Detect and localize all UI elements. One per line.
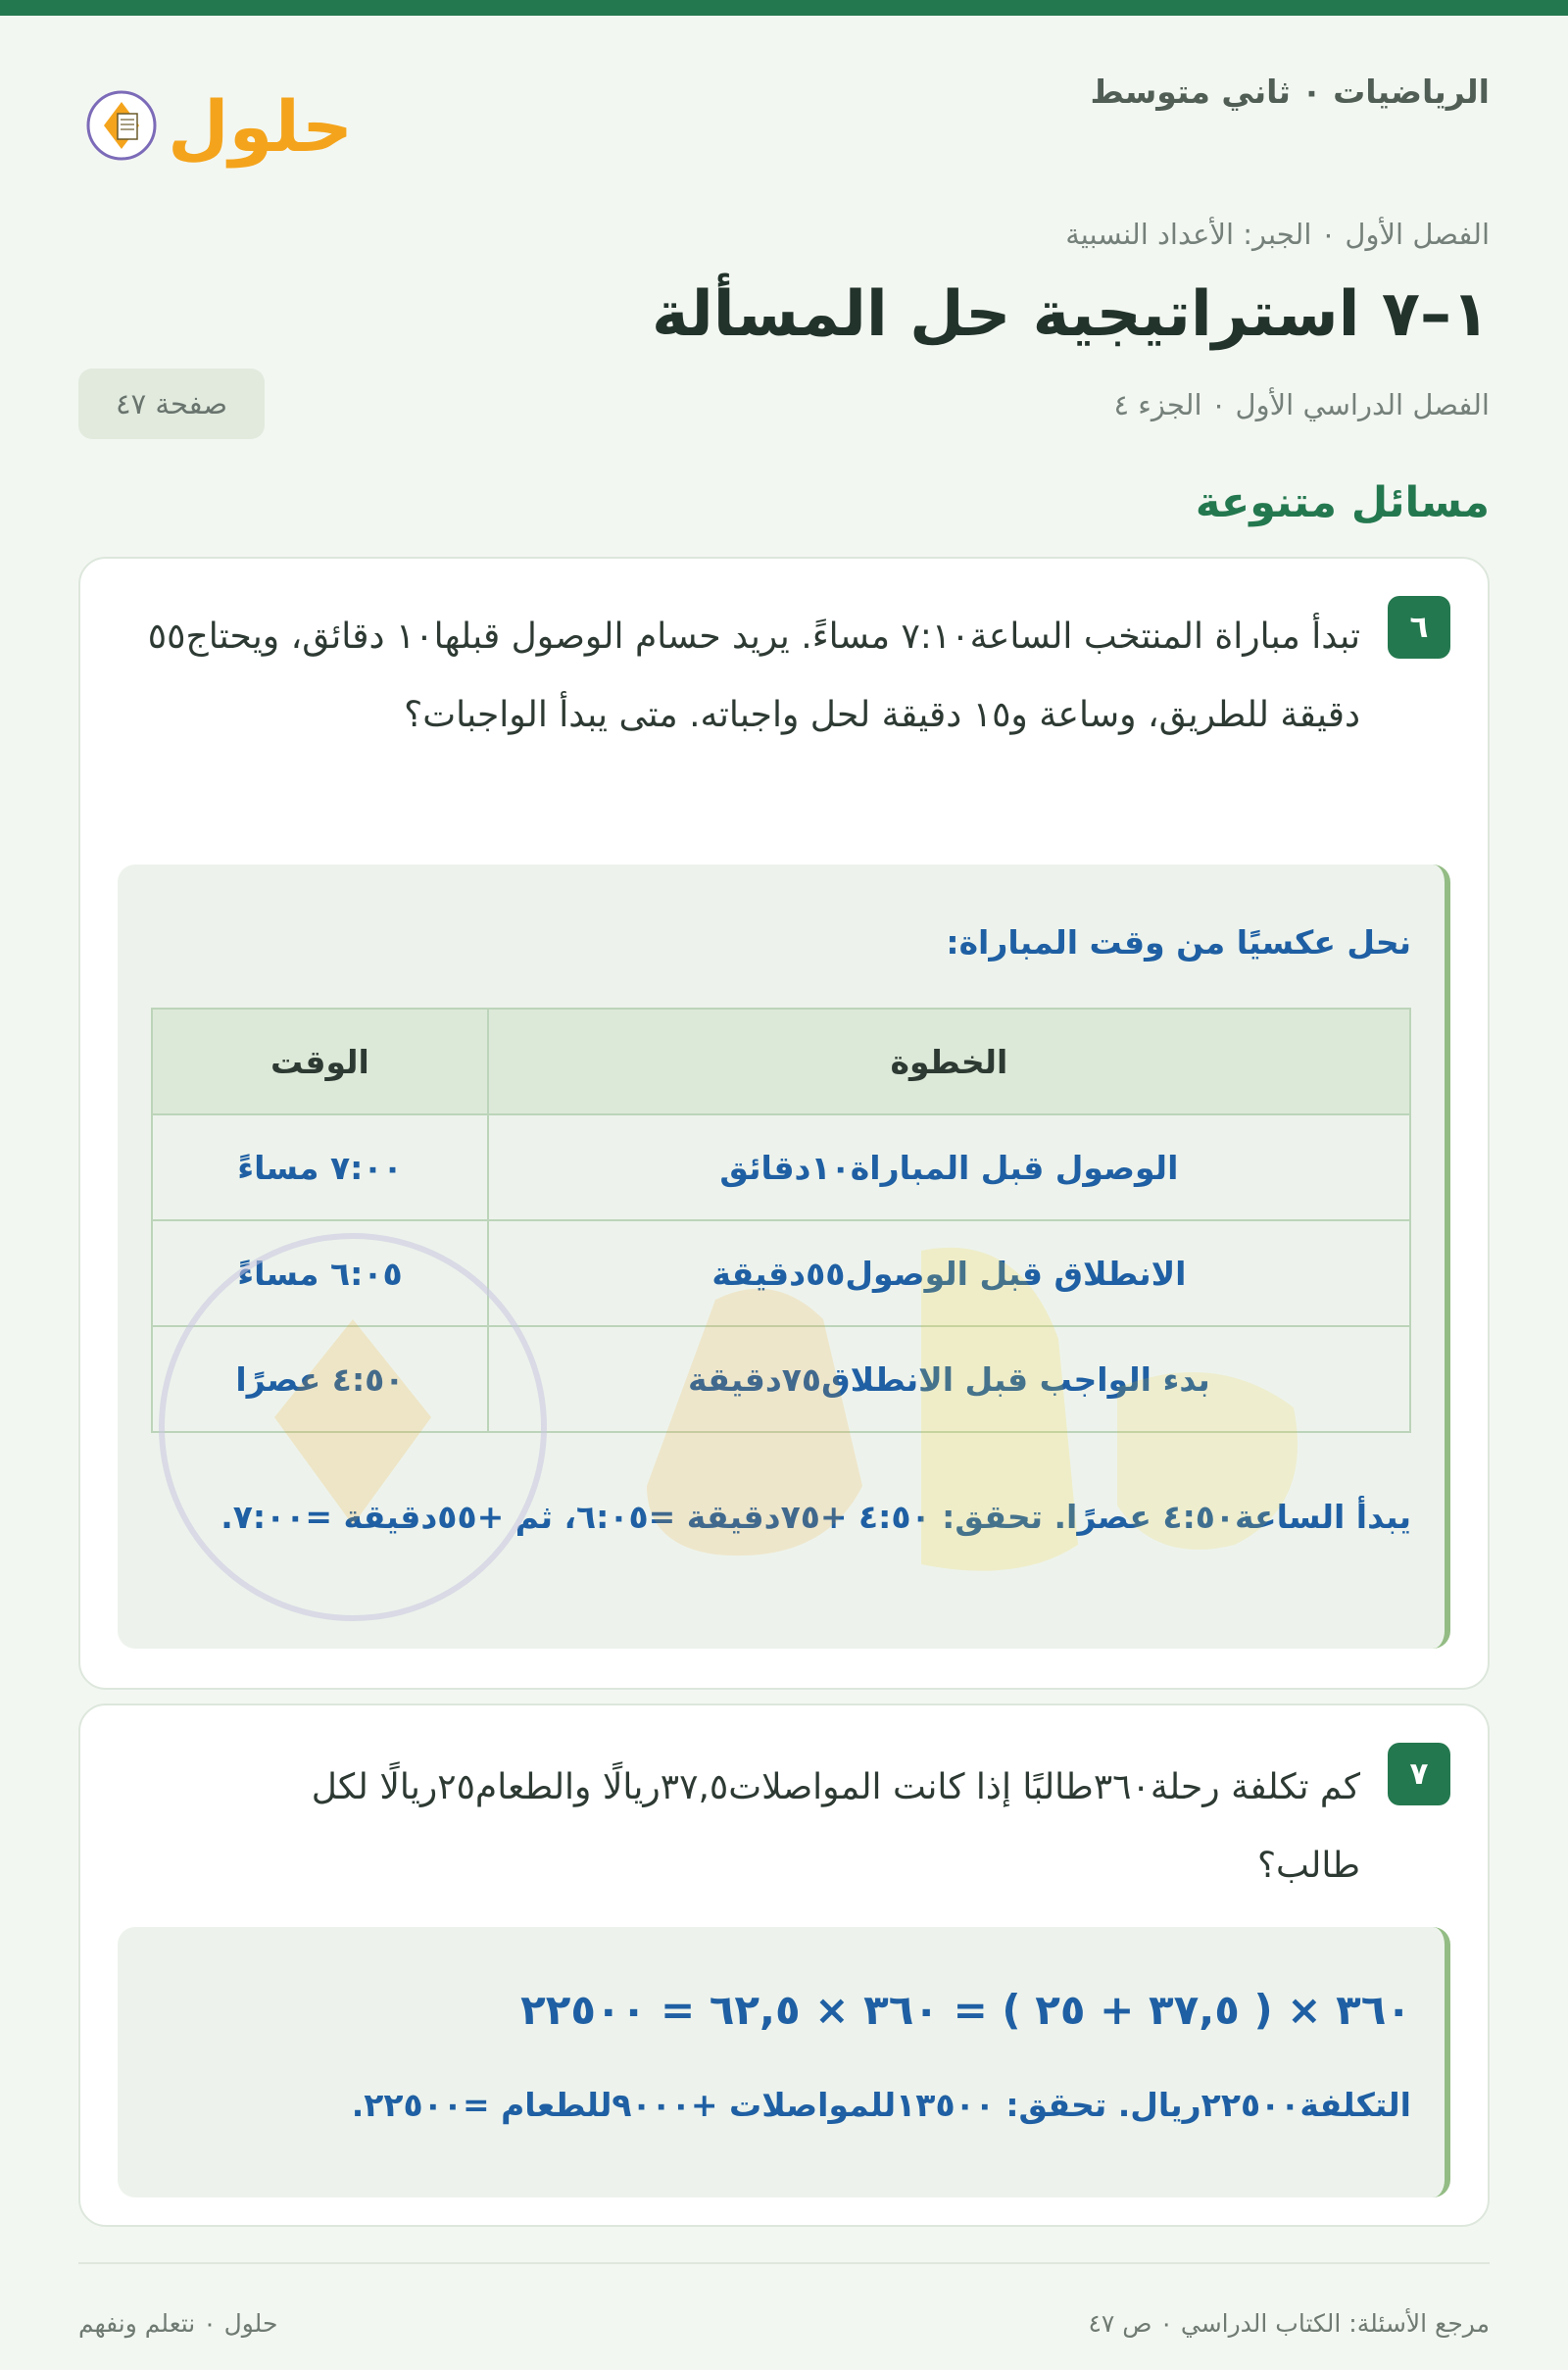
question-card [78, 1703, 1490, 2227]
hulool-logo[interactable] [78, 63, 353, 180]
question-number-badge: ٧ [1388, 1743, 1450, 1805]
table-row [152, 1220, 1410, 1326]
answer-conclusion: التكلفة٢٢٥٠٠ريال. تحقق: ١٣٥٠٠للمواصلات +٩٠٠٠للطعام =٢٢٥٠٠. [351, 2086, 1411, 2124]
table-row [152, 1326, 1410, 1432]
answer-intro: نحل عكسيًا من وقت المباراة: [946, 923, 1411, 962]
page-title: ١–٧ استراتيجية حل المسألة [651, 278, 1490, 351]
table-cell-time: ٦:٠٥ مساءً [152, 1220, 488, 1326]
table-cell-time: ٤:٥٠ عصرًا [152, 1326, 488, 1432]
question-number-badge: ٦ [1388, 596, 1450, 659]
page-number-badge: صفحة ٤٧ [78, 369, 265, 439]
logo-wordmark: حلول [168, 85, 353, 168]
answer-conclusion: يبدأ الساعة٤:٥٠ عصرًا. تحقق: ٤:٥٠ +٧٥دقيقة =٦:٠٥، ثم +٥٥دقيقة =٧:٠٠. [220, 1498, 1411, 1536]
table-cell-step: الانطلاق قبل الوصول٥٥دقيقة [488, 1220, 1410, 1326]
term-info: الفصل الدراسي الأول ٠ الجزء ٤ [1113, 388, 1490, 421]
footer-brand: حلول ٠ نتعلم ونفهم [78, 2309, 278, 2338]
steps-table [151, 1008, 1411, 1433]
footer-reference: مرجع الأسئلة: الكتاب الدراسي ٠ ص ٤٧ [1088, 2309, 1490, 2338]
table-header-time: الوقت [152, 1009, 488, 1114]
logo-graphic [78, 63, 353, 180]
subject-grade: الرياضيات ٠ ثاني متوسط [1090, 73, 1490, 111]
section-title: مسائل متنوعة [1195, 478, 1490, 527]
table-cell-step: بدء الواجب قبل الانطلاق٧٥دقيقة [488, 1326, 1410, 1432]
table-header-row [152, 1009, 1410, 1114]
answer-equation: ٣٦٠ × ( ٣٧,٥ + ٢٥ ) = ٣٦٠ × ٦٢,٥ = ٢٢٥٠٠ [520, 1986, 1411, 2034]
table-header-step: الخطوة [488, 1009, 1410, 1114]
page [78, 16, 1490, 2370]
table-cell-time: ٧:٠٠ مساءً [152, 1114, 488, 1220]
footer-divider [78, 2262, 1490, 2264]
table-cell-step: الوصول قبل المباراة١٠دقائق [488, 1114, 1410, 1220]
page-header [78, 16, 1490, 168]
question-text: كم تكلفة رحلة٣٦٠طالبًا إذا كانت المواصلات٣٧,٥ريالًا والطعام٢٥ريالًا لكل طالب؟ [311, 1767, 1360, 1886]
table-row [152, 1114, 1410, 1220]
answer-box [118, 864, 1450, 1649]
answer-box [118, 1927, 1450, 2197]
question-card [78, 557, 1490, 1690]
chapter-path: الفصل الأول ٠ الجبر: الأعداد النسبية [1065, 218, 1490, 251]
top-accent-bar [0, 0, 1568, 16]
question-text: تبدأ مباراة المنتخب الساعة٧:١٠ مساءً. يريد حسام الوصول قبلها١٠ دقائق، ويحتاج٥٥ دقيقة للطريق، وساعة و١٥ دقيقة لحل واجباته. متى يبدأ الواجبات؟ [147, 617, 1360, 735]
